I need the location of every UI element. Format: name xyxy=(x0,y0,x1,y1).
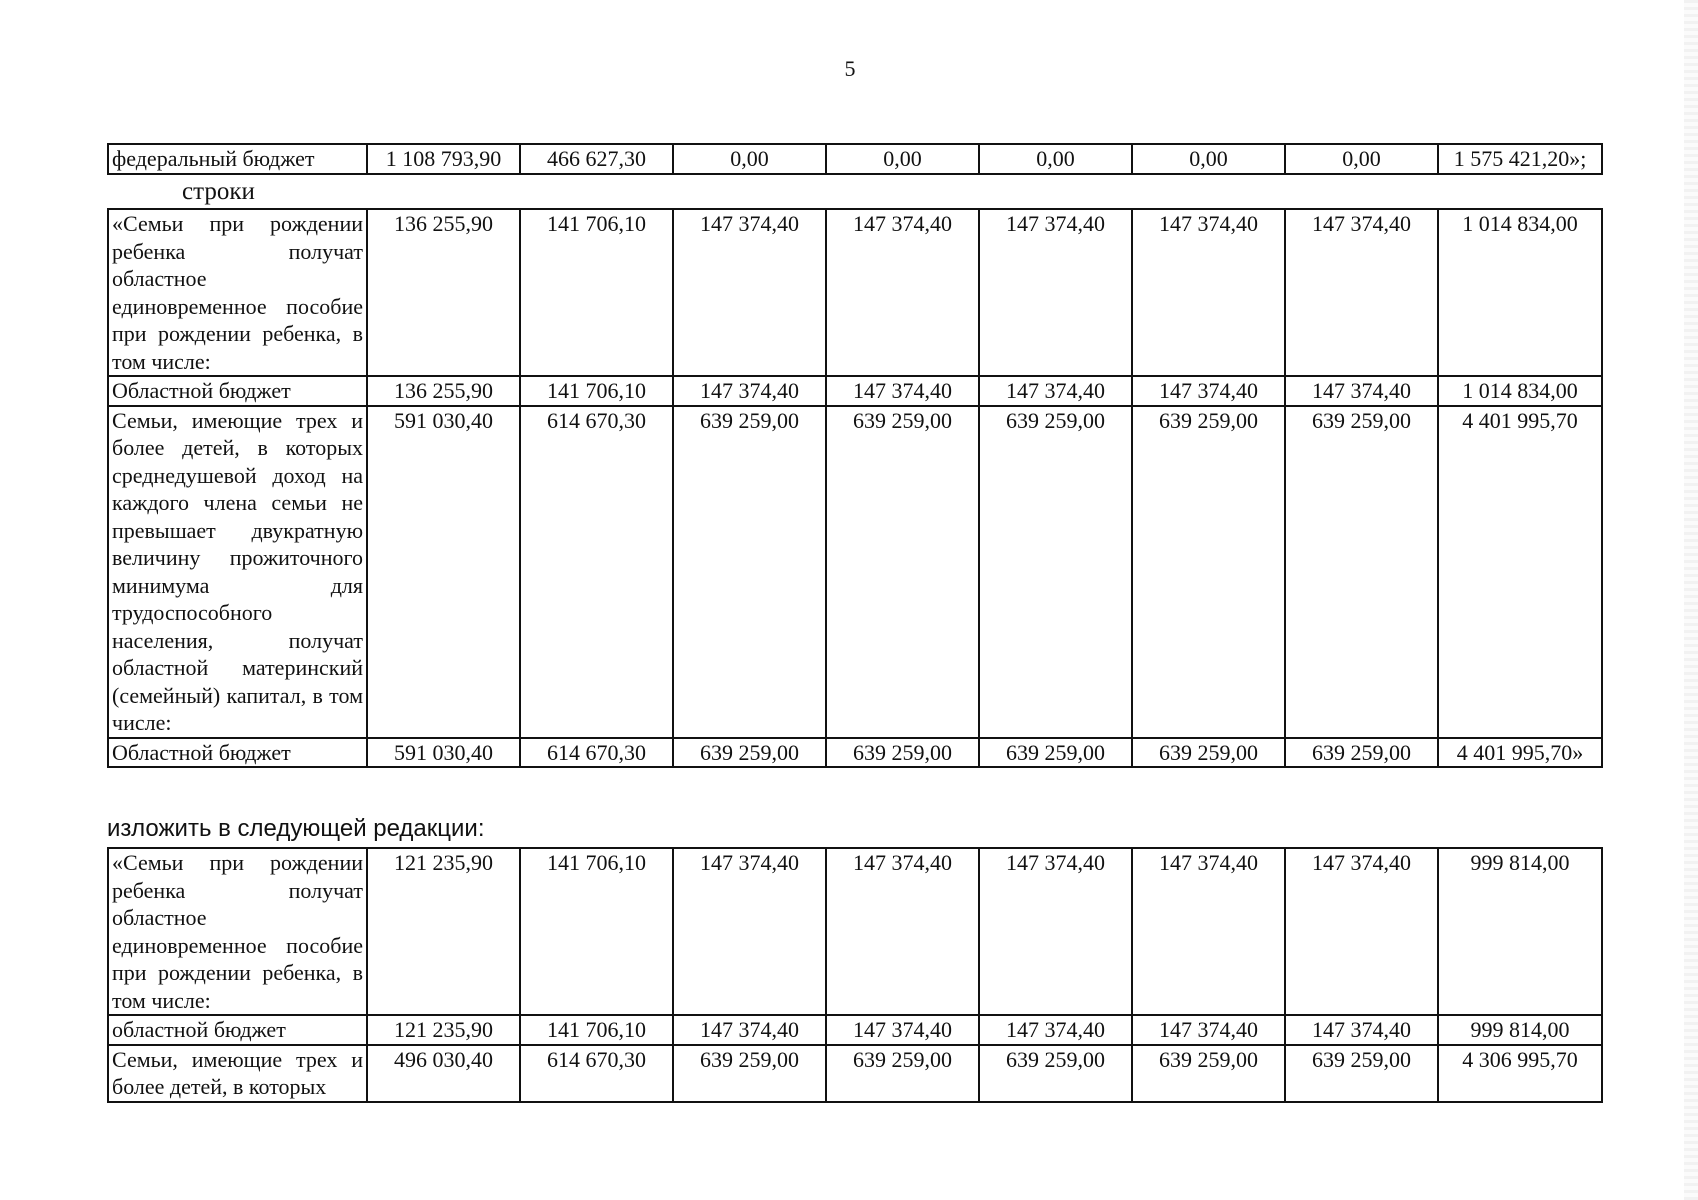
value-cell: 614 670,30 xyxy=(520,738,673,768)
row-label: областной бюджет xyxy=(108,1015,367,1045)
value-cell: 0,00 xyxy=(1285,144,1438,174)
value-cell: 147 374,40 xyxy=(826,376,979,406)
value-cell: 147 374,40 xyxy=(979,209,1132,376)
value-cell: 496 030,40 xyxy=(367,1045,520,1102)
value-cell: 466 627,30 xyxy=(520,144,673,174)
federal-budget-table xyxy=(107,143,1603,175)
value-cell: 639 259,00 xyxy=(979,1045,1132,1102)
value-cell: 639 259,00 xyxy=(826,1045,979,1102)
value-cell: 639 259,00 xyxy=(1285,738,1438,768)
value-cell: 999 814,00 xyxy=(1438,848,1602,1015)
row-label: «Семьи при рождении ребенка получат областное единовременное пособие при рождении ребенка, в том числе: xyxy=(108,209,367,376)
value-cell: 0,00 xyxy=(1132,144,1285,174)
table-row xyxy=(108,376,1602,406)
value-cell: 4 401 995,70 xyxy=(1438,406,1602,738)
value-cell: 141 706,10 xyxy=(520,376,673,406)
value-cell: 639 259,00 xyxy=(1285,1045,1438,1102)
value-cell: 147 374,40 xyxy=(1132,848,1285,1015)
value-cell: 0,00 xyxy=(826,144,979,174)
table-row xyxy=(108,848,1602,1015)
value-cell: 121 235,90 xyxy=(367,1015,520,1045)
value-cell: 147 374,40 xyxy=(1285,209,1438,376)
table-row xyxy=(108,406,1602,738)
value-cell: 614 670,30 xyxy=(520,406,673,738)
row-label: Семьи, имеющие трех и более детей, в которых xyxy=(108,1045,367,1102)
value-cell: 147 374,40 xyxy=(673,209,826,376)
value-cell: 147 374,40 xyxy=(673,376,826,406)
value-cell: 147 374,40 xyxy=(826,848,979,1015)
page-number: 5 xyxy=(844,56,856,81)
row-label: Областной бюджет xyxy=(108,376,367,406)
row-label: федеральный бюджет xyxy=(108,144,367,174)
value-cell: 141 706,10 xyxy=(520,848,673,1015)
value-cell: 639 259,00 xyxy=(673,1045,826,1102)
value-cell: 147 374,40 xyxy=(1132,1015,1285,1045)
value-cell: 999 814,00 xyxy=(1438,1015,1602,1045)
value-cell: 614 670,30 xyxy=(520,1045,673,1102)
table-row xyxy=(108,738,1602,768)
value-cell: 147 374,40 xyxy=(1285,376,1438,406)
caption-new-edition: изложить в следующей редакции: xyxy=(107,815,485,842)
value-cell: 639 259,00 xyxy=(1132,738,1285,768)
value-cell: 147 374,40 xyxy=(1132,376,1285,406)
scan-edge-artifact xyxy=(1684,0,1698,1200)
table-row xyxy=(108,209,1602,376)
value-cell: 0,00 xyxy=(673,144,826,174)
value-cell: 639 259,00 xyxy=(979,406,1132,738)
row-label: Семьи, имеющие трех и более детей, в которых среднедушевой доход на каждого члена семьи не превышает двукратную величину прожиточного минимума для трудоспособного населения, получат областной материнский (семейный) капитал, в том числе: xyxy=(108,406,367,738)
table-row xyxy=(108,1045,1602,1102)
value-cell: 136 255,90 xyxy=(367,376,520,406)
current-rows-table xyxy=(107,208,1603,768)
value-cell: 1 014 834,00 xyxy=(1438,376,1602,406)
row-label: «Семьи при рождении ребенка получат областное единовременное пособие при рождении ребенка, в том числе: xyxy=(108,848,367,1015)
row-label: Областной бюджет xyxy=(108,738,367,768)
value-cell: 639 259,00 xyxy=(1285,406,1438,738)
value-cell: 639 259,00 xyxy=(826,738,979,768)
value-cell: 147 374,40 xyxy=(979,848,1132,1015)
value-cell: 147 374,40 xyxy=(1285,1015,1438,1045)
value-cell: 4 401 995,70» xyxy=(1438,738,1602,768)
value-cell: 1 014 834,00 xyxy=(1438,209,1602,376)
table-row xyxy=(108,1015,1602,1045)
value-cell: 639 259,00 xyxy=(1132,406,1285,738)
value-cell: 141 706,10 xyxy=(520,209,673,376)
value-cell: 639 259,00 xyxy=(826,406,979,738)
value-cell: 639 259,00 xyxy=(1132,1045,1285,1102)
caption-rows: строки xyxy=(182,178,255,205)
value-cell: 0,00 xyxy=(979,144,1132,174)
value-cell: 1 575 421,20»; xyxy=(1438,144,1602,174)
value-cell: 4 306 995,70 xyxy=(1438,1045,1602,1102)
value-cell: 147 374,40 xyxy=(826,209,979,376)
value-cell: 147 374,40 xyxy=(979,1015,1132,1045)
value-cell: 147 374,40 xyxy=(1132,209,1285,376)
new-edition-table xyxy=(107,847,1603,1103)
value-cell: 639 259,00 xyxy=(979,738,1132,768)
value-cell: 147 374,40 xyxy=(1285,848,1438,1015)
value-cell: 147 374,40 xyxy=(673,1015,826,1045)
value-cell: 591 030,40 xyxy=(367,738,520,768)
value-cell: 1 108 793,90 xyxy=(367,144,520,174)
value-cell: 147 374,40 xyxy=(979,376,1132,406)
table-row xyxy=(108,144,1602,174)
value-cell: 639 259,00 xyxy=(673,406,826,738)
value-cell: 147 374,40 xyxy=(826,1015,979,1045)
value-cell: 141 706,10 xyxy=(520,1015,673,1045)
value-cell: 147 374,40 xyxy=(673,848,826,1015)
value-cell: 121 235,90 xyxy=(367,848,520,1015)
value-cell: 136 255,90 xyxy=(367,209,520,376)
value-cell: 591 030,40 xyxy=(367,406,520,738)
value-cell: 639 259,00 xyxy=(673,738,826,768)
